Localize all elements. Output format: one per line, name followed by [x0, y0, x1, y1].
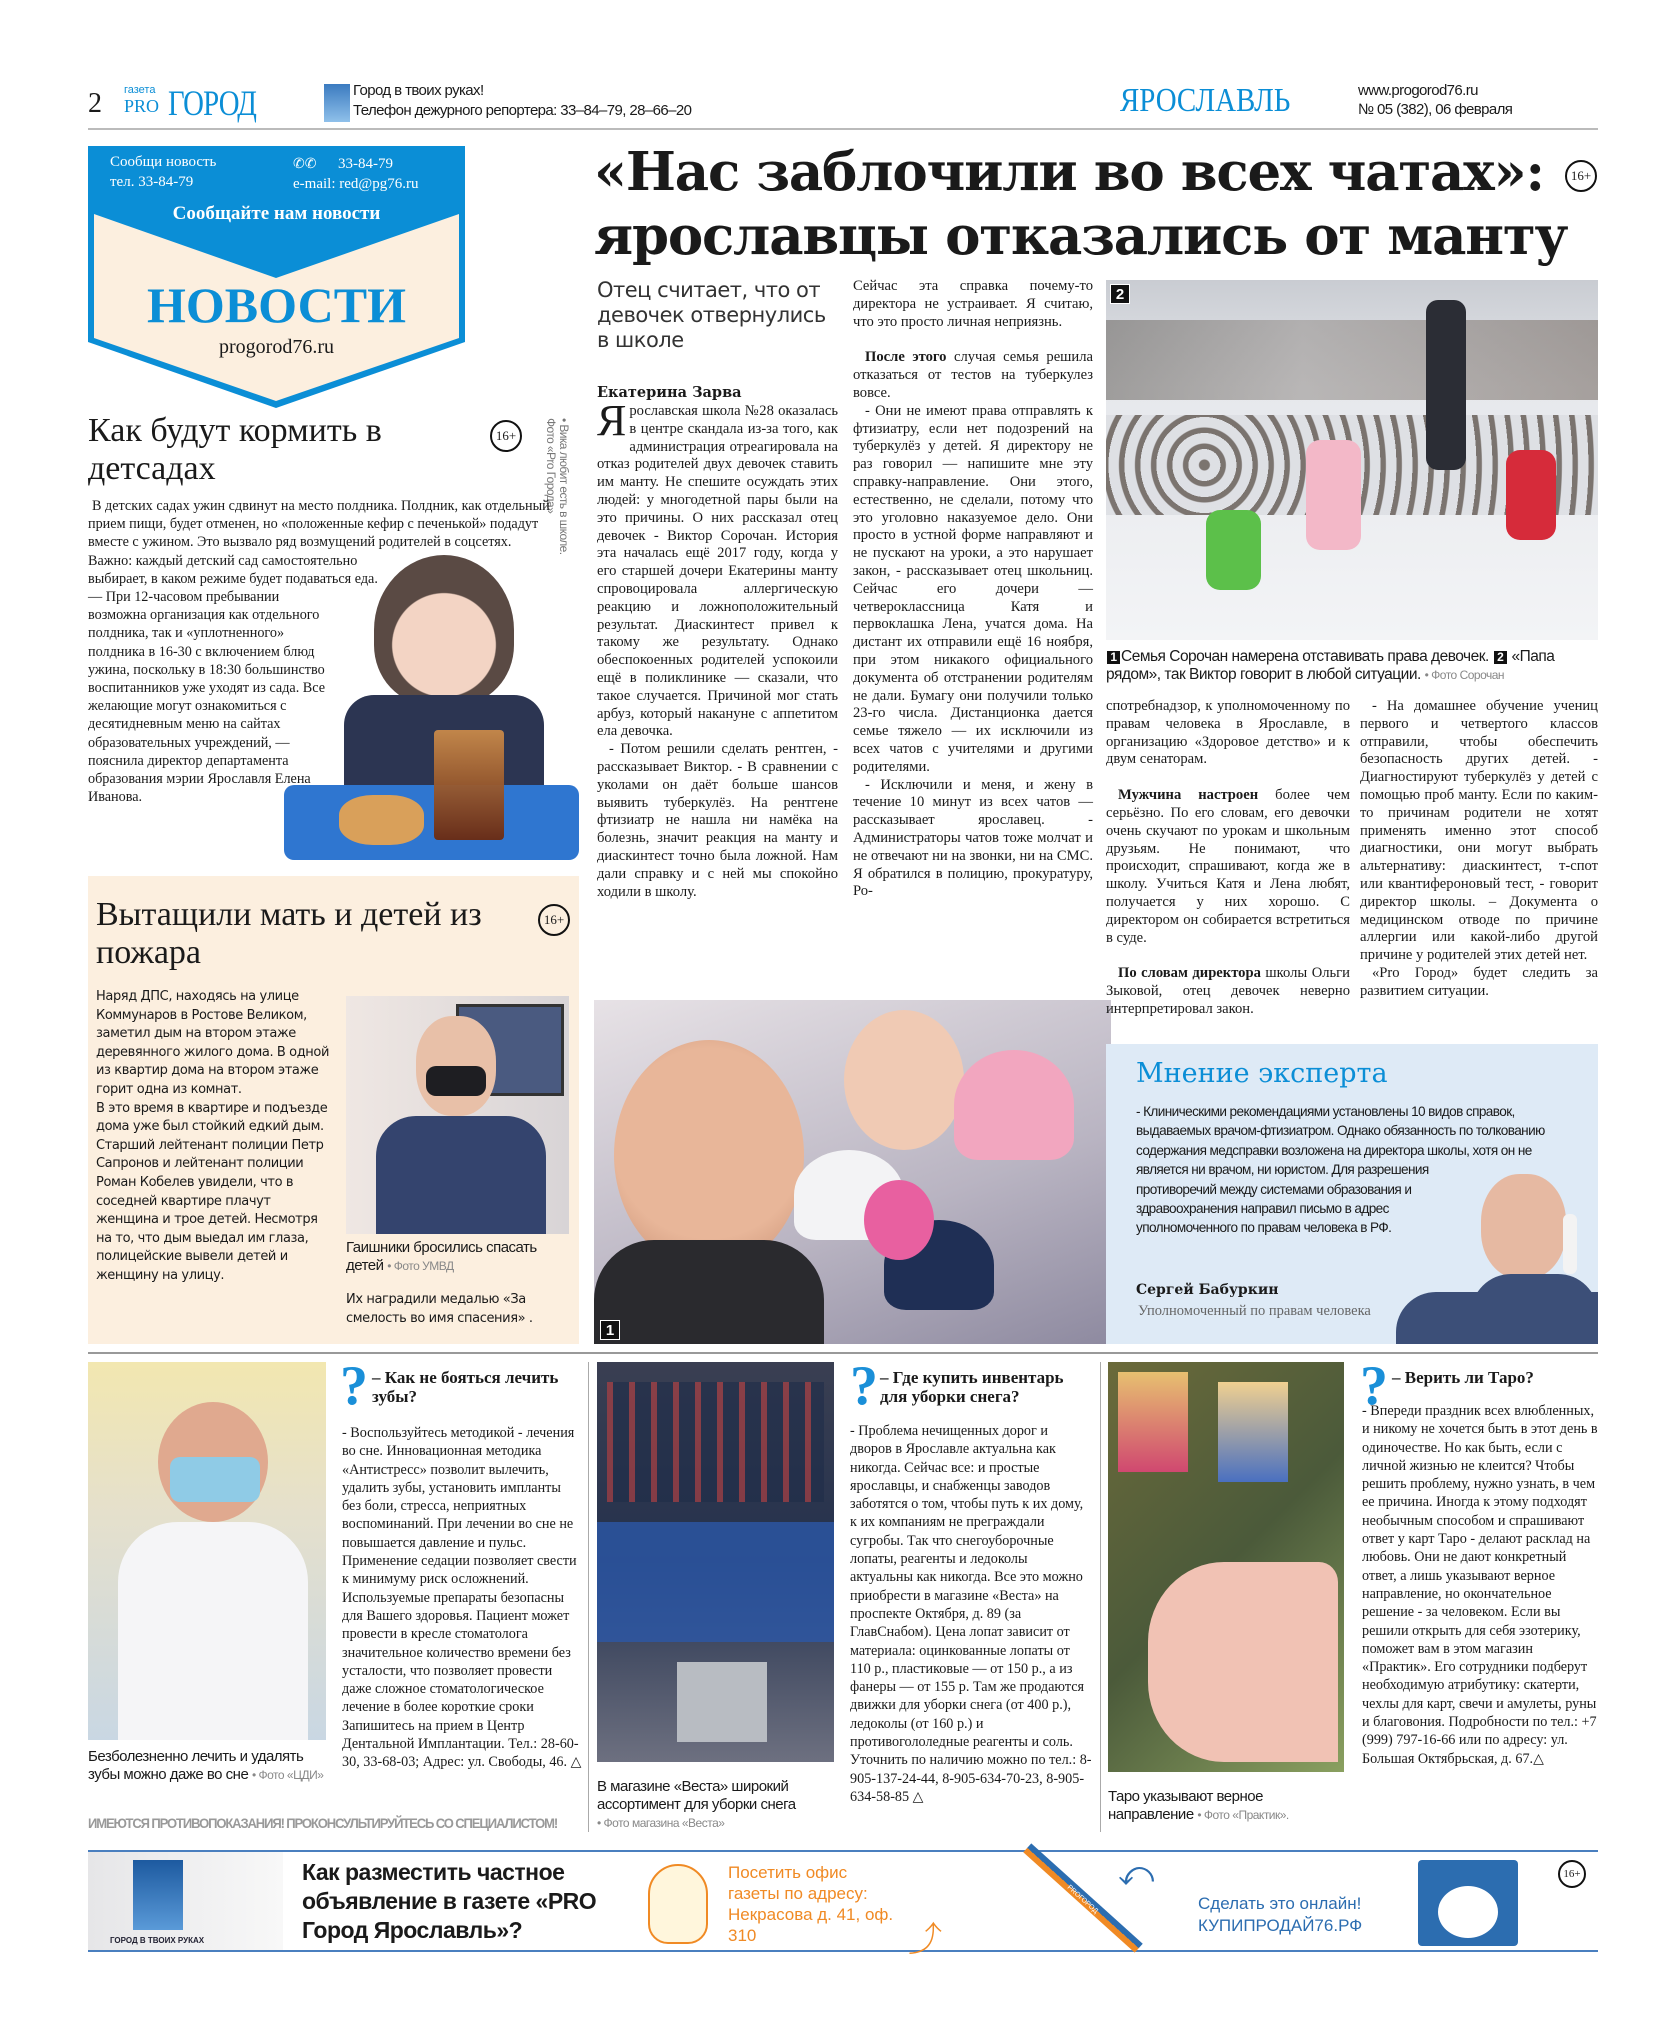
office-address: Посетить офис газеты по адресу: Некрасова д. 41, оф. 310 [728, 1863, 894, 1945]
photo-caption: В магазине «Веста» широкий ассортимент для уборки снега [597, 1778, 796, 1813]
fire-story [88, 876, 579, 1344]
expert-title: Мнение эксперта [1136, 1058, 1388, 1089]
site-link[interactable]: progorod76.ru [219, 336, 334, 358]
section-title: НОВОСТИ [147, 277, 406, 333]
question-mark-icon: ? [1360, 1355, 1388, 1417]
article-subtitle: Отец считает, что от девочек отвернулись в школе [597, 278, 826, 352]
expert-quote: - Клиническими рекомендациями установлены 10 видов справок, выдаваемых врачом-фтизиатром. Однако обязанность по толкованию содержания медсправки возложена на директора школы, хотя он не является ни врачом, ни юристом. Для разрешения противоречий между системами образования и здравоохранения направил письмо в адрес уполномоченного по правам человека в РФ. [1136, 1104, 1545, 1236]
tarot-cards-photo [1108, 1362, 1344, 1772]
article-col-1: Ярославская школа №28 оказалась в центре скандала из-за того, как администрация отреагировала на отказ родителей двух девочек ставить им манту. Не спешите осуждать этих людей: у многодетной пары были на это причины. О них рассказал отец девочек - Виктор Сорочан. История эта началась ещё 2017 году, когда у его старшей дочери Екатерины манту спровоцировала аллергическую реакцию и ложноположительный результат. Диаскинтест привел к такому же результату. Однако обеспокоенных родителей успокоили ещё в поликлинике — сказали, что такое случается. Причиной мог стать арбуз, который накануне с аппетитом ела девочка. - Потом решили сделать рентген, - рассказывает Виктор. - В сравнении с уколами он даёт больше шансов выявить туберкулёз. На рентгене фтизиатр не нашла ни намёка на болезнь, значит реакция на манту и диаскинтест точно была ложной. Нам дали справку и с ней мы спокойно ходили в школу. [597, 396, 838, 900]
expert-name: Сергей Бабуркин [1136, 1282, 1279, 1298]
kindergarten-body: В детских садах ужин сдвинут на место полдника. Полдник, как отдельный прием пищи, будет отменен, но «положенные кефир с печенькой» подадут вместе с ужином. Это вызвало ряд возмущений родителей в соцсетях. Важно: каждый детский сад самостоятельно выбирает, в каком режиме будет подаваться еда. — При 12-часовом пребывании возможна организация как отдельного полдника, так и «уплотненного» полдника в 16-30 с включением блюд ужина, поскольку в 18:30 большинство воспитанников уже уходят из сада. Все желающие могут ознакомиться с десятидневным меню на сайтах образовательных учреждений, — пояснила директор департамента образования мэрии Ярославля Елена Иванова. [88, 498, 550, 806]
dentist-photo [88, 1362, 326, 1740]
classifieds-ad-banner[interactable]: ГОРОД В ТВОИХ РУКАХ Как разместить частное объявление в газете «PRO Город Ярославль»? Посетить офис газеты по адресу: Некрасова д. 41, оф. 310 PROГОРОД ⤴ ⤺ Сделать это онлайн! КУПИПРОДАЙ76.РФ 16+ [88, 1850, 1598, 1952]
author-name: Екатерина Зарва [597, 384, 742, 401]
photo-number-1: 1 [600, 1320, 620, 1340]
page-header [88, 80, 1598, 130]
award-note: Их наградили медалью «За смелость во имя спасения» . [346, 1292, 533, 1326]
city-logo-icon: ГОРОД В ТВОИХ РУКАХ [88, 1852, 283, 1950]
question-mark-icon: ? [850, 1355, 878, 1417]
drop-cap: Я [597, 396, 627, 445]
expert-opinion-box [1106, 1044, 1598, 1344]
article-col-3: спотребнадзор, к уполномоченному по правам человека в Ярославле, в организацию «Здоровое детство» и к двум сенаторам. Мужчина настроен более чем серьёзно. По его словам, его девочки очень скучают по урокам и школьным друзьям. Не понимают, что происходит, спрашивают, когда же в школу. Учиться Катя и Лена любят, получается у них хорошо. С директором он собирается встретиться в суде. По словам директора школы Ольги Зыковой, отец девочек неверно интерпретировал закон. [1106, 698, 1350, 1017]
online-label: Сделать это онлайн! [1198, 1894, 1362, 1913]
photo-caption: Гаишники бросились спасать детей [346, 1239, 537, 1274]
photo-caption: Таро указывают верное направление [1108, 1788, 1263, 1823]
fire-title: Вытащили мать и детей из пожара [96, 896, 482, 971]
promo-question: – Где купить инвентарь для уборки снега? [880, 1368, 1064, 1406]
photo-caption: 1 Семья Сорочан намерена отставивать права девочек. 2 «Папа рядом», так Виктор говорит в любой ситуации. • Фото Сорочан [1106, 648, 1555, 683]
promo-text: - Воспользуйтесь методикой - лечения во сне. Инновационная методика «Антистресс» позволит вылечить, удалить зубы, установить импланты без боли, стресса, неприятных воспоминаний. При лечении во сне не повышается давление и пульс. Применение седации позволяет свести к минимуму риск осложнений. Используемые препараты безопасны для Вашего здоровья. Пациент может провести в кресле стоматолога значительное количество времени без усталости, что позволяет провести даже сложное стоматологическое лечение в более короткие сроки Запишитесь на прием в Центр Дентальной Имплантации. Тел.: 28-60-30, 33-68-03; Адрес: ул. Свободы, 46. △ [342, 1425, 582, 1771]
photo-number-2: 2 [1110, 284, 1130, 304]
logo: газета PRO ГОРОД [124, 84, 374, 124]
main-headline: «Нас заблочили во всех чатах»: ярославцы отказались от манту [594, 141, 1568, 267]
article-col-2: Сейчас эта справка почему-то директора не устраивает. Я считаю, что это просто личная неприязнь. После этого случая семья решила отказаться от тестов на туберкулез вовсе. - Они не имеют права отправлять к фтизиатру, если нет подозрений на туберкулёз у детей. Я директору не раз говорил — напишите мне эту справку-направление. Они этого, естественно, не сделали, потому что это уголовно наказуемое дело. Они просто в устной форме направляют и не пускают на уроки, а это нарушает закон, - рассказывает отец школьниц. Сейчас его дочери — четвероклассница Катя и первоклашка Лена, учатся дома. На дистант их отправили ещё 16 ноября, при этом никакого официального документа об отстранении родителям не дали. Бумагу они получили только 23-го числа. Дистанционка дается семье тяжело — их исключили из всех чатов с учителями и другими родителями. - Исключили и меня, и жену в течение 10 минут из всех чатов — рассказывает ярославец. - Администраторы чатов тоже молчат и не отвечают ни на звонки, ни на СМС. Я обратился в полицию, прокуратуру, Ро- [853, 278, 1093, 900]
medical-warning: ИМЕЮТСЯ ПРОТИВОПОКАЗАНИЯ! ПРОКОНСУЛЬТИРУЙТЕСЬ СО СПЕЦИАЛИСТОМ! [88, 1815, 558, 1831]
promo-question: – Верить ли Таро? [1392, 1368, 1534, 1387]
snow-ducks-photo [1106, 280, 1598, 640]
promo-question: – Как не бояться лечить зубы? [372, 1368, 559, 1406]
reporter-phone: Телефон дежурного репортера: 33–84–79, 28–66–20 [353, 102, 692, 119]
promo-text: - Проблема нечищенных дорог и дворов в Ярославле актуальна как никогда. Сейчас все: и простые ярославцы, и снабженцы заводов заботятся о том, чтобы путь к их дому, к их компаниям не преграждали сугробы. Так что снегоуборочные лопаты, реагенты и ледоколы актуальны как никогда. Все это можно приобрести в магазине «Веста» на проспекте Октября, д. 89 (за ГлавСнабом). Цена лопат зависит от материала: оцинкованные лопаты от 110 р., пластиковые — от 150 р., а из фанеры — от 155 р. Там же продаются движки для уборки снега (от 400 р.), ледоколы (от 160 р.) и противогололедные реагенты и соль. Уточнить по наличию можно по тел.: 8-905-137-24-44, 8-905-634-70-23, 8-905-634-58-85 △ [850, 1423, 1092, 1805]
tagline: Город в твоих руках! [353, 82, 484, 99]
header-divider [88, 128, 1598, 130]
kindergarten-title: Как будут кормить в детсадах [88, 412, 382, 487]
age-rating-badge: 16+ [1565, 160, 1597, 192]
site-url[interactable]: www.progorod76.ru [1358, 82, 1478, 99]
age-rating-badge: 16+ [490, 420, 522, 452]
arrow-icon: ⤴ [908, 1922, 942, 1959]
issue-info: № 05 (382), 06 февраля [1358, 101, 1513, 118]
email-link[interactable]: e-mail: red@pg76.ru [293, 176, 419, 192]
article-col-4: - На домашнее обучение учениц первого и четвертого классов отправили, чтобы обеспечить безопасность других детей. - Диагностируют туберкулёз у детей с помощью проб манту. Если по каким-то причинам родители не хотят применять именно этот способ диагностики, они могут выбрать альтернативу: диаскинтест, т-спот или квантифероновый тест, - говорит директор школы. – Документа о медицинском отводе по причине аллергии или какой-либо другой причине у родителей этих детей нет. «Pro Город» будет следить за развитием ситуации. [1360, 698, 1598, 999]
section-divider [88, 1352, 1598, 1354]
photo-credit: • Фото УМВД [387, 1259, 454, 1273]
online-site-link[interactable]: КУПИПРОДАЙ76.РФ [1198, 1916, 1363, 1935]
age-rating-badge: 16+ [1558, 1860, 1586, 1888]
expert-role: Уполномоченный по правам человека [1138, 1303, 1371, 1319]
logo-building-icon [324, 84, 350, 122]
ad-headline: Как разместить частное объявление в газете «PRO Город Ярославль»? [302, 1859, 597, 1943]
photo-caption-vertical: • Вика любит есть в школе. Фото «Pro Города» [544, 418, 571, 555]
arrow-icon: ⤺ [1118, 1856, 1155, 1893]
age-rating-badge: 16+ [538, 904, 570, 936]
promo-text: - Впереди праздник всех влюбленных, и никому не хочется быть в этот день в одиночестве. Но как быть, если с личной жизнью не клеится? Чтобы решить проблему, нужно узнать, в чем ее причина. Иногда к этому подходят необычным способом и спрашивают ответ у карт Таро - делают расклад на любовь. Они не дают конкретный ответ, а лишь указывают верное направление, но окончательное решение - за человеком. Если вы решили открыть для себя эзотерику, поможет вам в этом магазин «Практик». Его сотрудники подберут необходимую атрибутику: скатерти, чехлы для карт, свечи и амулеты, руны и благовония. Подробности по тел.: +7 (999) 797-16-66 или по адресу: ул. Большая Октябрьская, д. 67.△ [1362, 1403, 1598, 1767]
whatsapp-viber-icon: ✆✆ [293, 157, 317, 172]
family-selfie-photo [594, 1000, 1111, 1344]
question-mark-icon: ? [340, 1355, 368, 1417]
photo-caption: Безболезненно лечить и удалять зубы можно даже во сне [88, 1748, 304, 1783]
page-number: 2 [88, 88, 102, 119]
police-officer-photo [346, 996, 569, 1234]
divider [1100, 1362, 1101, 1832]
city-name: ЯРОСЛАВЛЬ [1120, 82, 1291, 119]
snow-shovels-photo [597, 1362, 834, 1762]
fire-body: Наряд ДПС, находясь на улице Коммунаров в Ростове Великом, заметил дым на втором этаже деревянного жилого дома. В одной из квартир дома на втором этаже горит одна из комнат. В это время в квартире и подъезде дома уже был стойкий едкий дым. Старший лейтенант полиции Петр Сапронов и лейтенант полиции Роман Кобелев увидели, что в соседней квартире плачут женщина и трое детей. Несмотря на то, что дым выедал им глаза, полицейские вывели детей и женщину на улицу. [96, 989, 330, 1283]
cat-icon [648, 1864, 708, 1944]
divider [588, 1362, 589, 1832]
news-contact-box: Сообщи новость тел. 33-84-79 ✆✆ 33-84-79 e-mail: red@pg76.ru Сообщайте нам новости НОВОСТИ progorod76.ru [88, 146, 465, 408]
laptop-cat-icon [1418, 1860, 1518, 1946]
